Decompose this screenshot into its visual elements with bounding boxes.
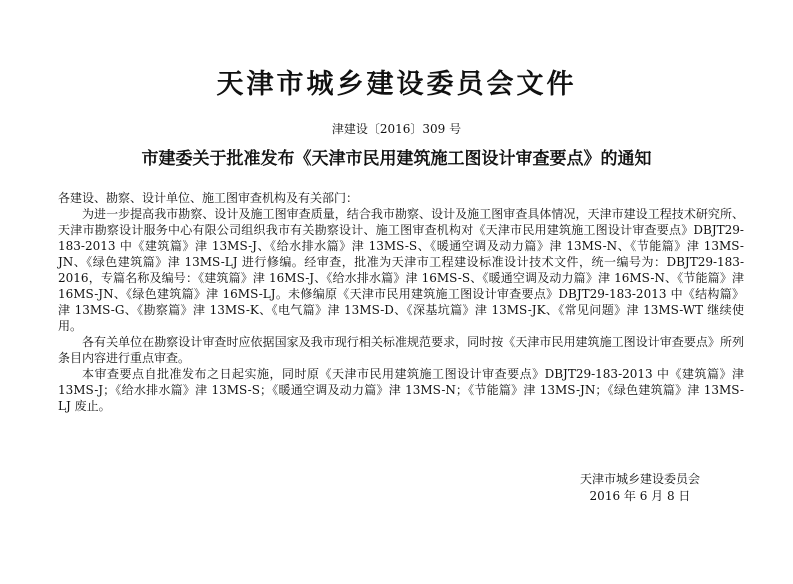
body-paragraph-1: 为进一步提高我市勘察、设计及施工图审查质量，结合我市勘察、设计及施工图审查具体情况，天津市建设工程技术研究所、天津市勘察设计服务中心有限公司组织我市有关勘察设计、施工图审查机构对《天津市民用建筑施工图设计审查要点》DBJT29-183-2013 中《建筑篇》津 13MS-J、《给水排水篇》津 13MS-S、《暖通空调及动力篇》津 13MS-N、《节能篇》津 13MS-JN、《绿色建筑篇》津 13MS-LJ 进行修编。经审查，批准为天津市工程建设标准设计技术文件，统一编号为：DBJT29-183-2016，专篇名称及编号：《建筑篇》津 16MS-J、《给水排水篇》津 16MS-S、《暖通空调及动力篇》津 16MS-N、《节能篇》津 16MS-JN、《绿色建筑篇》津 16MS-LJ。未修编原《天津市民用建筑施工图设计审查要点》DBJT29-183-2013 中《结构篇》津 13MS-G、《勘察篇》津 13MS-K、《电气篇》津 13MS-D、《深基坑篇》津 13MS-JK、《常见问题》津 13MS-WT 继续使用。 xyxy=(58,207,744,333)
salutation: 各建设、勘察、设计单位、施工图审查机构及有关部门： xyxy=(58,191,359,205)
document-body xyxy=(58,190,744,414)
signature-issuer: 天津市城乡建设委员会 xyxy=(579,472,700,486)
body-paragraph-2: 各有关单位在勘察设计审查时应依据国家及我市现行相关标准规范要求，同时按《天津市民用建筑施工图设计审查要点》所列条目内容进行重点审查。 xyxy=(58,335,744,365)
signature-block xyxy=(540,471,740,505)
signature-date: 2016 年 6 月 8 日 xyxy=(589,489,691,503)
body-paragraph-3: 本审查要点自批准发布之日起实施，同时原《天津市民用建筑施工图设计审查要点》DBJT29-183-2013 中《建筑篇》津 13MS-J；《给水排水篇》津 13MS-S；《暖通空调及动力篇》津 13MS-N；《节能篇》津 13MS-JN；《绿色建筑篇》津 13MS-LJ 废止。 xyxy=(58,367,744,413)
document-number: 津建设〔2016〕309 号 xyxy=(331,122,462,136)
issuer-header: 天津市城乡建设委员会文件 xyxy=(216,69,577,100)
notice-title: 市建委关于批准发布《天津市民用建筑施工图设计审查要点》的通知 xyxy=(141,149,652,169)
